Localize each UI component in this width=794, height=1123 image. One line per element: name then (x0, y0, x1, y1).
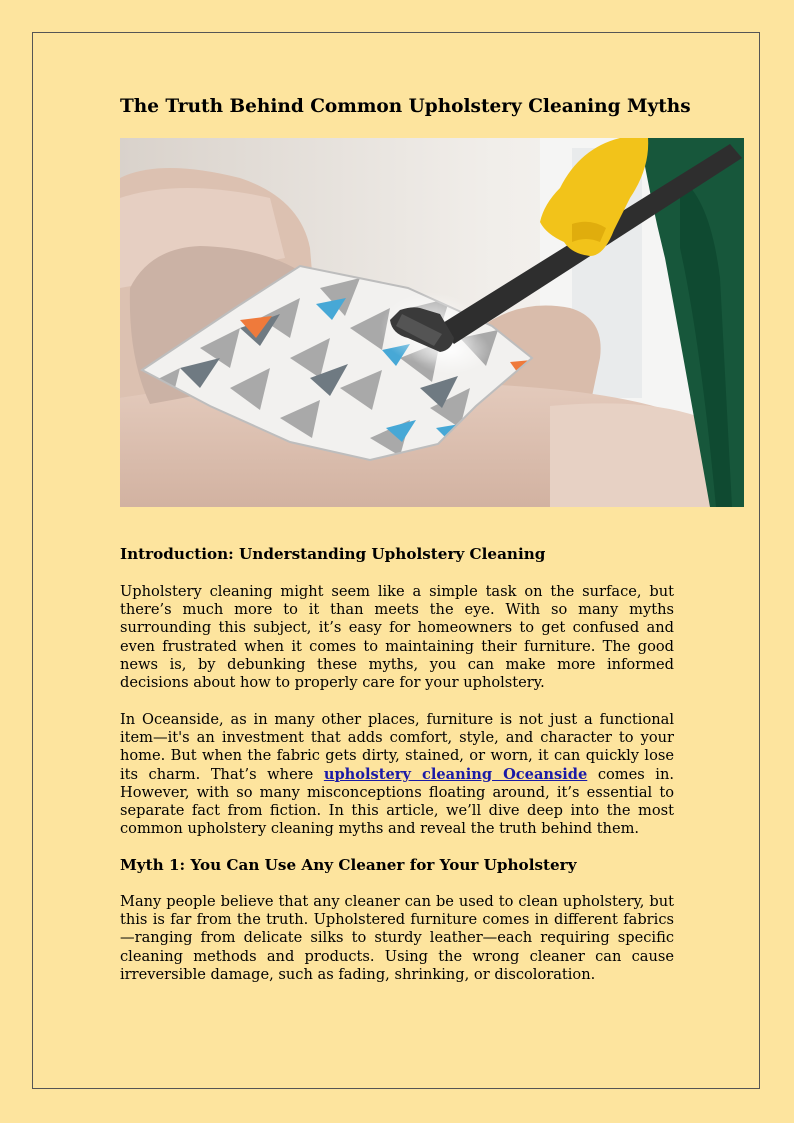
section-heading-introduction: Introduction: Understanding Upholstery Cleaning (120, 545, 546, 563)
intro-paragraph-1: Upholstery cleaning might seem like a simple task on the surface, but there’s much more to it than meets the eye. With so many myths surrounding this subject, it’s easy for homeowners to get confused and even frustrated when it comes to maintaining their furniture. The good news is, by debunking these myths, you can make more informed decisions about how to properly care for your upholstery. (120, 583, 674, 692)
section-heading-myth-1: Myth 1: You Can Use Any Cleaner for Your Upholstery (120, 856, 577, 874)
article-title: The Truth Behind Common Upholstery Cleaning Myths (120, 96, 691, 117)
myth-1-paragraph: Many people believe that any cleaner can be used to clean upholstery, but this is far from the truth. Upholstered furniture comes in different fabrics—ranging from delicate silks to sturdy leather—each requiring specific cleaning methods and products. Using the wrong cleaner can cause irreversible damage, such as fading, shrinking, or discoloration. (120, 893, 674, 983)
article-photo (120, 138, 744, 507)
intro-paragraph-2 (120, 711, 674, 838)
intro-paragraph-2-text-a: In Oceanside, as in many other places, furniture is not just a functional item—it's an investment that adds comfort, style, and character to your home. But when the fabric gets dirty, stained, or worn, it can quickly lose its charm. That’s where (120, 711, 674, 783)
intro-paragraph-2-text-b: comes in. However, with so many misconceptions floating around, it’s essential to separate fact from fiction. In this article, we’ll dive deep into the most common upholstery cleaning myths and reveal the truth behind them. (120, 765, 674, 838)
upholstery-cleaning-oceanside-link[interactable]: upholstery cleaning Oceanside (323, 765, 588, 783)
